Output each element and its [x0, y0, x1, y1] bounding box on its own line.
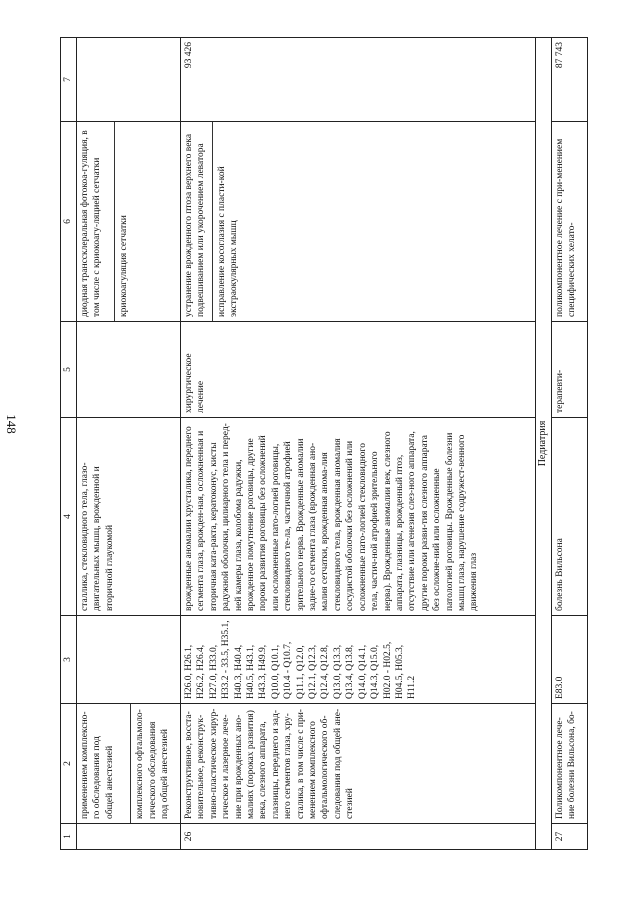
patient-model-cell: болезнь Вильсона [552, 418, 588, 616]
rotated-page [60, 38, 620, 850]
table-row-continued [77, 38, 181, 850]
col-header-5: 5 [61, 322, 77, 418]
care-type-cell: Поликомпонентное лече-ние болезни Вильсона, бо- [552, 704, 588, 824]
care-type-text: применением комплексно-го обследования под общей анестезией [80, 711, 115, 819]
col-header-7: 7 [61, 38, 77, 122]
treatment-method-1: диодная транссклеральная фотокоа-гуляция, в том числе с криокоагу-ляцией сетчатки [80, 130, 103, 317]
table-row-27 [552, 38, 588, 850]
treatment-type-cell: терапевти- [552, 322, 588, 418]
col-header-1: 1 [61, 824, 77, 850]
medical-care-table [60, 37, 588, 850]
treatment-method-cell [77, 122, 181, 322]
header-row [61, 38, 77, 850]
icd-codes-cell [77, 616, 181, 704]
table-row-26 [181, 38, 536, 850]
col-header-4: 4 [61, 418, 77, 616]
patient-model-cell: сталлика, стекловидного тела, глазо-двигательных мышц, врожденной и вторичной глаукомой [77, 418, 181, 616]
treatment-method-2: исправление косоглазия с пласти-кой экстраокулярных мышц [212, 122, 241, 321]
section-title: Педиатрия [536, 38, 552, 850]
cost-cell: 93 426 [181, 38, 536, 122]
treatment-method-1: устранение врожденного птоза верхнего века подвешиванием или укорочением леватора [184, 133, 207, 317]
treatment-method-2: криокоагуляция сетчатки [114, 122, 130, 321]
col-header-2: 2 [61, 704, 77, 824]
treatment-method-cell [181, 122, 536, 322]
care-type-cell [77, 704, 181, 824]
cost-cell [77, 38, 181, 122]
col-header-3: 3 [61, 616, 77, 704]
patient-model-cell: врожденные аномалии хрусталика, переднего сегмента глаза, врожден-ная, осложненная и вторичная ката-ракта, кератоконус, кисты радужной оболочки, цилиарного тела и перед-ней камеры глаза, колобома радужки, врожденное помутнение роговицы, другие пороки развития роговицы без осложнений или осложненные пато-логией роговицы, стекловидного те-ла, частичной атрофией зрительного нерва. Врожденные аномалии задне-го сегмента глаза (врожденная ано-малия сетчатки, врожденная анома-лия стекловидного тела, врожденная аномалия сосудистой оболочки без осложнений или осложненные пато-логией стекловидного тела, частич-ной атрофией зрительного нерва). Врожденные аномалии век, слезного аппарата, глазницы, врожденный птоз, отсутствие или агенезия слез-ного аппарата, другие пороки разви-тия слезного аппарата без осложне-ний или осложненные патологией роговицы. Врожденные болезни мышц глаза, нарушение содружест-венного движения глаз [181, 418, 536, 616]
care-type-extra: комплексного офтальмоло-гического обследования под общей анестезией [130, 704, 171, 823]
row-number [77, 824, 181, 850]
icd-codes-cell: E83.0 [552, 616, 588, 704]
col-header-6: 6 [61, 122, 77, 322]
treatment-type-cell: хирургическое лечение [181, 322, 536, 418]
treatment-method-cell: поликомпонентное лечение с при-менением специфических хелато- [552, 122, 588, 322]
treatment-type-cell [77, 322, 181, 418]
care-type-cell: Реконструктивное, восста-новительное, реконструк-тивно-пластическое хирур-гическое и лазерное лече-ние при врожденных ано-малиях (пороках развития) века, слезного аппарата, глазницы, переднего и зад-него сегментов глаза, хру-сталика, в том числе с при-менением комплексного офтальмологического об-следования под общей ане-стезией [181, 704, 536, 824]
section-row [536, 38, 552, 850]
cost-cell: 87 743 [552, 38, 588, 122]
icd-codes-cell: H26.0, H26.1, H26.2, H26.4, H27.0, H33.0, H33.2 - 33.5, H35.1, H40.3, H40.4, H40.5, H43.1, H43.3, H49.9, Q10.0, Q10.1, Q10.4 - Q10.7, Q11.1, Q12.0, Q12.1, Q12.3, Q12.4, Q12.8, Q13.0, Q13.3, Q13.4, Q13.8, Q14.0, Q14.1, Q14.3, Q15.0, H02.0 - H02.5, H04.5, H05.3, H11.2 [181, 616, 536, 704]
row-number: 27 [552, 824, 588, 850]
page-number: 148 [4, 414, 19, 434]
row-number: 26 [181, 824, 536, 850]
